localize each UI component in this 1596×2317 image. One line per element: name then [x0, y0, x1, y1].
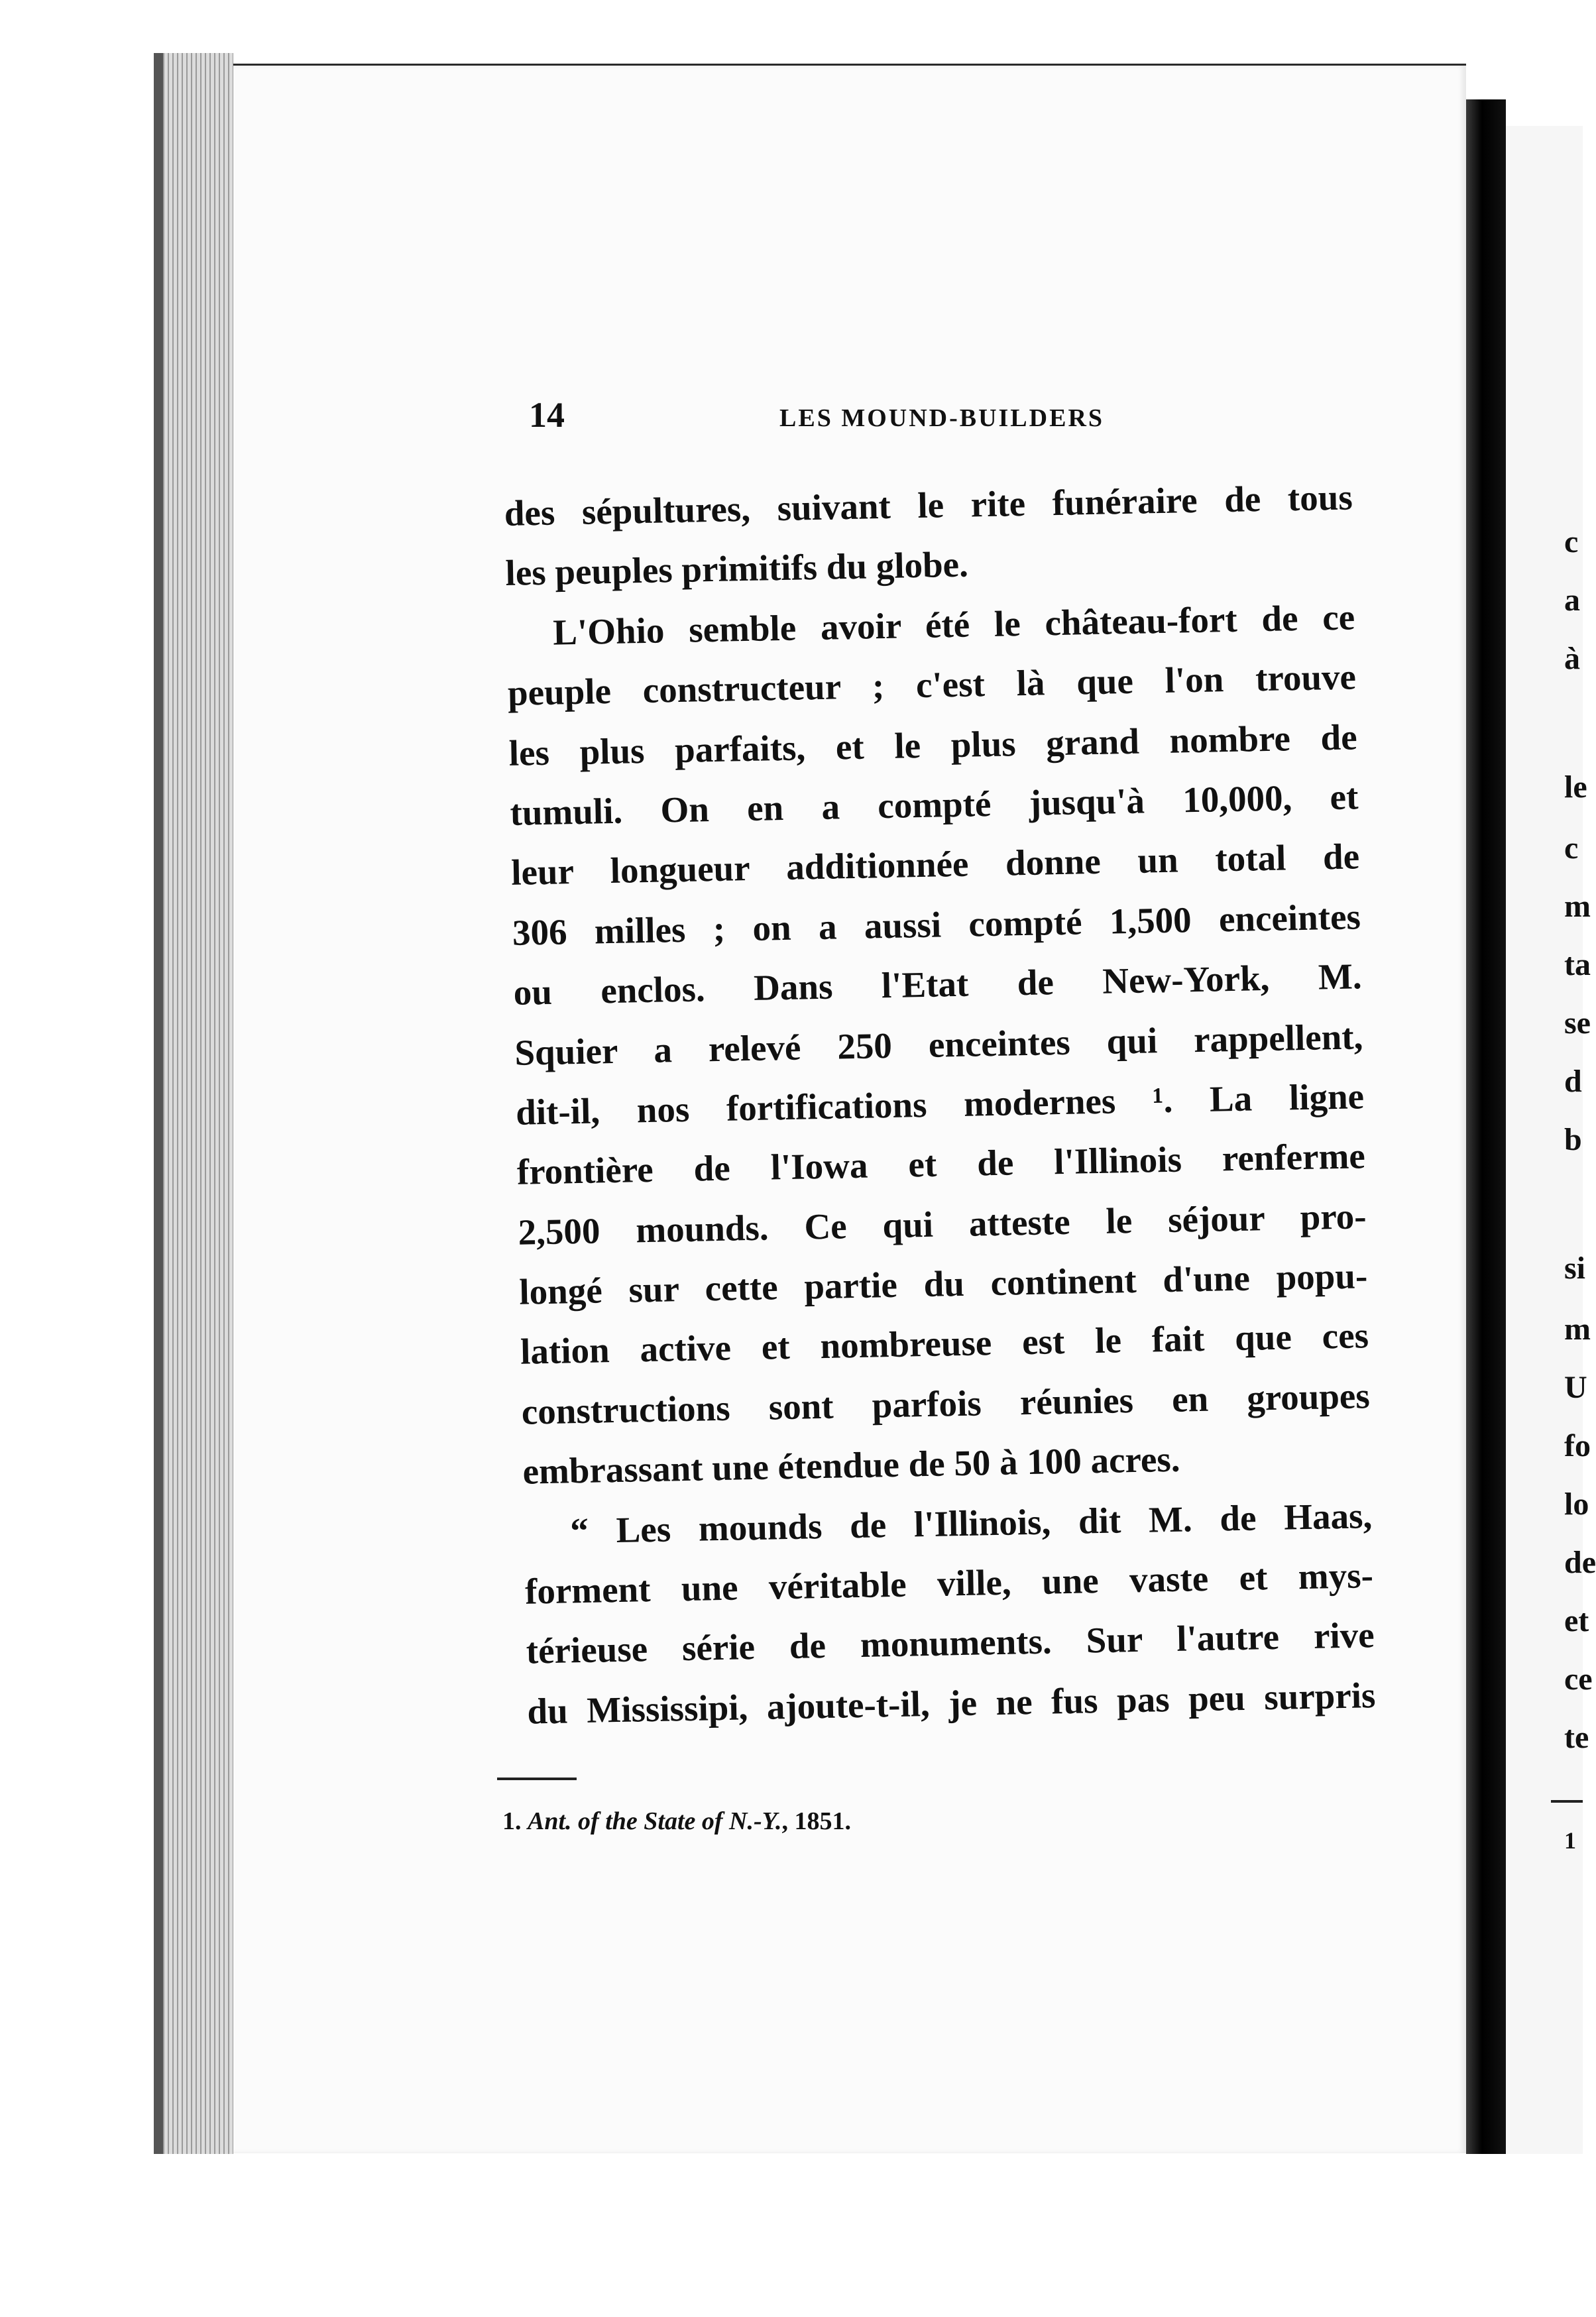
text-line: lation active et nombreuse est le fait que ces: [520, 1315, 1369, 1373]
right-page-fragment: c: [1564, 524, 1579, 559]
right-page-footnote-rule: [1551, 1800, 1583, 1803]
text-line: leur longueur additionnée donne un total de: [510, 836, 1360, 893]
text-line: “ Les mounds de l'Illinois, dit M. de Haas,: [569, 1495, 1373, 1551]
body-text: [504, 467, 1376, 1741]
text-line: frontière de l'Iowa et de l'Illinois renferme: [516, 1135, 1366, 1193]
text-line: constructions sont parfois réunies en groupes: [521, 1375, 1371, 1432]
right-page-fragment: à: [1564, 641, 1580, 676]
right-page-fragment: se: [1564, 1005, 1591, 1041]
page-edges-shadow: [154, 53, 163, 2154]
right-page-fragment: d: [1564, 1064, 1582, 1099]
right-page-fragment: ce: [1564, 1662, 1593, 1697]
text-line: peuple constructeur ; c'est là que l'on trouve: [507, 656, 1357, 714]
right-page-fragment: b: [1564, 1122, 1582, 1157]
text-line: 306 milles ; on a aussi compté 1,500 enceintes: [512, 896, 1361, 953]
text-line: des sépultures, suivant le rite funéraire de tous: [504, 477, 1353, 534]
page-number: 14: [529, 395, 565, 435]
text-line: les plus parfaits, et le plus grand nombre de: [508, 716, 1358, 773]
footnote-year: , 1851.: [781, 1807, 852, 1835]
right-page-fragment: lo: [1564, 1487, 1589, 1522]
text-line: Squier a relevé 250 enceintes qui rappellent,: [514, 1015, 1363, 1073]
right-page-fragment: le: [1564, 769, 1587, 805]
text-line: 2,500 mounds. Ce qui atteste le séjour pro-: [518, 1195, 1367, 1253]
right-page-fragment: ta: [1564, 947, 1591, 982]
text-line: tumuli. On en a compté jusqu'à 10,000, et: [509, 776, 1359, 833]
right-page-fragment: de: [1564, 1545, 1596, 1580]
bottom-margin: [154, 2154, 1583, 2317]
footnote-citation: Ant. of the State of N.-Y.: [528, 1807, 782, 1835]
right-page-fragment: 1: [1564, 1827, 1576, 1854]
footnote-rule: [497, 1778, 577, 1780]
book-gutter: [1466, 99, 1506, 2154]
running-title: LES MOUND-BUILDERS: [779, 404, 1105, 432]
right-page-fragment: te: [1564, 1720, 1589, 1755]
text-line: du Mississipi, ajoute-t-il, je ne fus pas peu surpris: [526, 1674, 1376, 1732]
text-line: dit-il, nos fortifications modernes ¹. La ligne: [515, 1076, 1365, 1133]
footnote-number: 1.: [502, 1807, 522, 1835]
right-page-fragment: et: [1564, 1603, 1589, 1638]
right-page-fragment: fo: [1564, 1428, 1591, 1463]
text-line: térieuse série de monuments. Sur l'autre rive: [526, 1614, 1375, 1672]
text-line: longé sur cette partie du continent d'une popu-: [518, 1255, 1368, 1312]
right-page-fragment: si: [1564, 1251, 1586, 1286]
text-line: ou enclos. Dans l'Etat de New-York, M.: [513, 956, 1363, 1013]
page-edges: [154, 53, 233, 2154]
text-line: embrassant une étendue de 50 à 100 acres.: [522, 1438, 1181, 1492]
right-page-fragment: c: [1564, 830, 1579, 866]
footnote: [502, 1807, 851, 1836]
right-page-fragment: m: [1564, 1312, 1591, 1347]
text-line: L'Ohio semble avoir été le château-fort de ce: [552, 596, 1355, 653]
text-line: les peuples primitifs du globe.: [505, 543, 969, 594]
right-page-fragment: U: [1564, 1370, 1587, 1405]
page-header: [530, 394, 1326, 447]
right-page-fragment: a: [1564, 583, 1580, 618]
right-page-fragment: m: [1564, 889, 1591, 924]
text-line: forment une véritable ville, une vaste et mys-: [524, 1555, 1374, 1612]
